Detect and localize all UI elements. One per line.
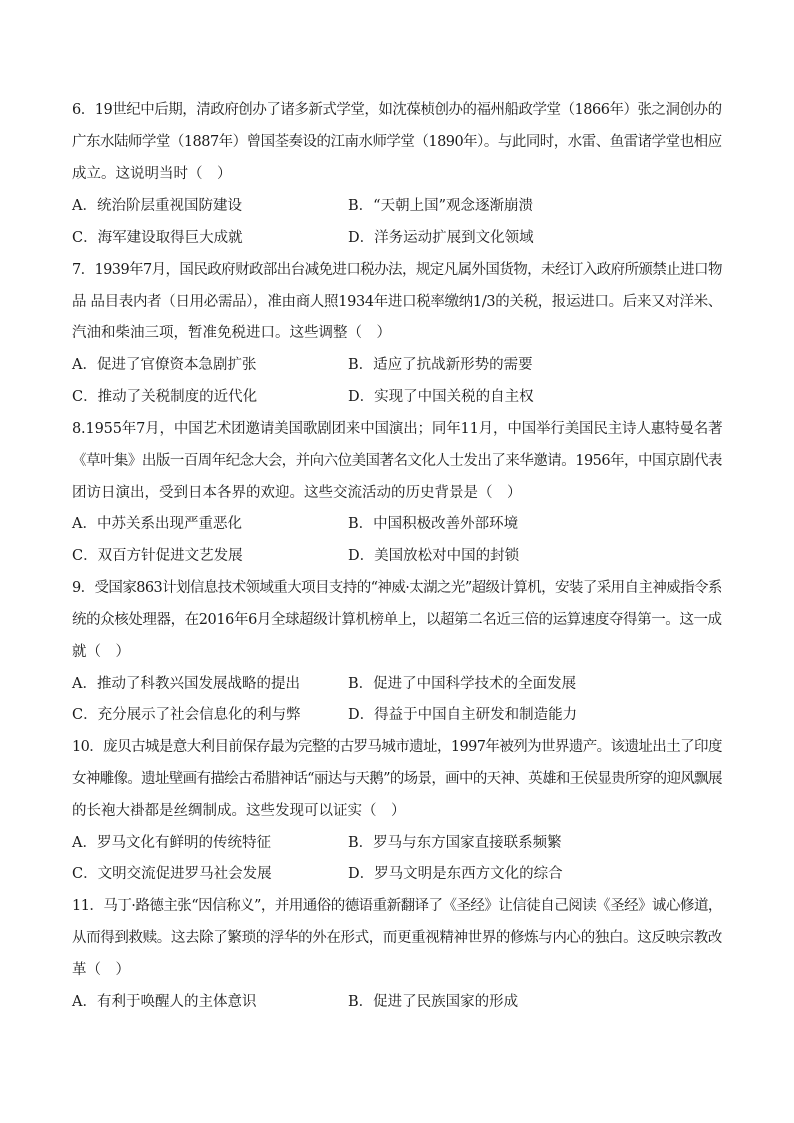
option-b: B．适应了抗战新形势的需要 <box>348 357 533 373</box>
question-text-line: 《草叶集》出版一百周年纪念大会，并向六位美国著名文化人士发出了来华邀请。1956年，中国京剧代表 <box>72 453 722 469</box>
option-a: A．促进了官僚资本急剧扩张 <box>72 357 257 373</box>
option-a: A．推动了科教兴国发展战略的提出 <box>72 676 300 692</box>
option-b: B．促进了民族国家的形成 <box>348 994 519 1010</box>
option-d: D．得益于中国自主研发和制造能力 <box>348 707 578 723</box>
question-text-line: 11．马丁·路德主张“因信称义”，并用通俗的德语重新翻译了《圣经》让信徒自己阅读《圣经》诚心修道， <box>72 898 722 914</box>
question-text-line: 品 品目表内者（日用必需品），准由商人照1934年进口税率缴纳1/3的关税，报运进口。后来又对洋米、 <box>72 294 722 310</box>
question-text-line: 团访日演出，受到日本各界的欢迎。这些交流活动的历史背景是（ ） <box>72 485 522 501</box>
option-b: B．中国积极改善外部环境 <box>348 516 519 532</box>
question-text-line: 就（ ） <box>72 644 130 660</box>
option-a: A．罗马文化有鲜明的传统特征 <box>72 835 271 851</box>
option-c: C．充分展示了社会信息化的利与弊 <box>72 707 301 723</box>
question-text-line: 统的众核处理器，在2016年6月全球超级计算机榜单上，以超第二名近三倍的运算速度夺得第一。这一成 <box>72 612 722 628</box>
option-c: C．文明交流促进罗马社会发展 <box>72 866 272 882</box>
option-c: C．双百方针促进文艺发展 <box>72 548 243 564</box>
option-d: D．洋务运动扩展到文化领域 <box>348 230 534 246</box>
question-text-line: 10．庞贝古城是意大利目前保存最为完整的古罗马城市遗址，1997年被列为世界遗产。该遗址出土了印度 <box>72 739 722 755</box>
question-text-line: 革（ ） <box>72 962 130 978</box>
option-a: A．统治阶层重视国防建设 <box>72 198 242 214</box>
question-text-line: 的长袍大褂都是丝绸制成。这些发现可以证实（ ） <box>72 803 406 819</box>
question-text-line: 7．1939年7月，国民政府财政部出台减免进口税办法，规定凡属外国货物，未经订入政府所颁禁止进口物 <box>72 262 722 278</box>
option-c: C．推动了关税制度的近代化 <box>72 389 258 405</box>
question-text-line: 8.1955年7月，中国艺术团邀请美国歌剧团来中国演出；同年11月，中国举行美国民主诗人惠特曼名著 <box>72 421 723 437</box>
option-b: B．罗马与东方国家直接联系频繁 <box>348 835 562 851</box>
question-text-line: 汽油和柴油三项，暂准免税进口。这些调整（ ） <box>72 325 391 341</box>
option-c: C．海军建设取得巨大成就 <box>72 230 243 246</box>
option-d: D．罗马文明是东西方文化的综合 <box>348 866 563 882</box>
option-b: B．“天朝上国”观念逐渐崩溃 <box>348 198 533 214</box>
question-text-line: 广东水陆师学堂（1887年）曾国荃奏设的江南水师学堂（1890年）。与此同时，水雷、鱼雷诸学堂也相应 <box>72 134 722 150</box>
option-a: A．有利于唤醒人的主体意识 <box>72 994 257 1010</box>
option-d: D．美国放松对中国的封锁 <box>348 548 520 564</box>
option-b: B．促进了中国科学技术的全面发展 <box>348 676 577 692</box>
question-text-line: 9．受国家863计划信息技术领域重大项目支持的“神威·太湖之光”超级计算机，安装了采用自主神威指令系 <box>72 580 722 596</box>
question-text-line: 成立。这说明当时（ ） <box>72 166 232 182</box>
question-text-line: 6．19世纪中后期，清政府创办了诸多新式学堂，如沈葆桢创办的福州船政学堂（1866年）张之洞创办的 <box>72 102 722 118</box>
question-text-line: 从而得到救赎。这去除了繁琐的浮华的外在形式，而更重视精神世界的修炼与内心的独白。这反映宗教改 <box>72 930 722 946</box>
question-text-line: 女神雕像。遗址壁画有描绘古希腊神话“丽达与天鹅”的场景，画中的天神、英雄和王侯显贵所穿的迎风飘展 <box>72 771 722 787</box>
option-d: D．实现了中国关税的自主权 <box>348 389 534 405</box>
option-a: A．中苏关系出现严重恶化 <box>72 516 242 532</box>
